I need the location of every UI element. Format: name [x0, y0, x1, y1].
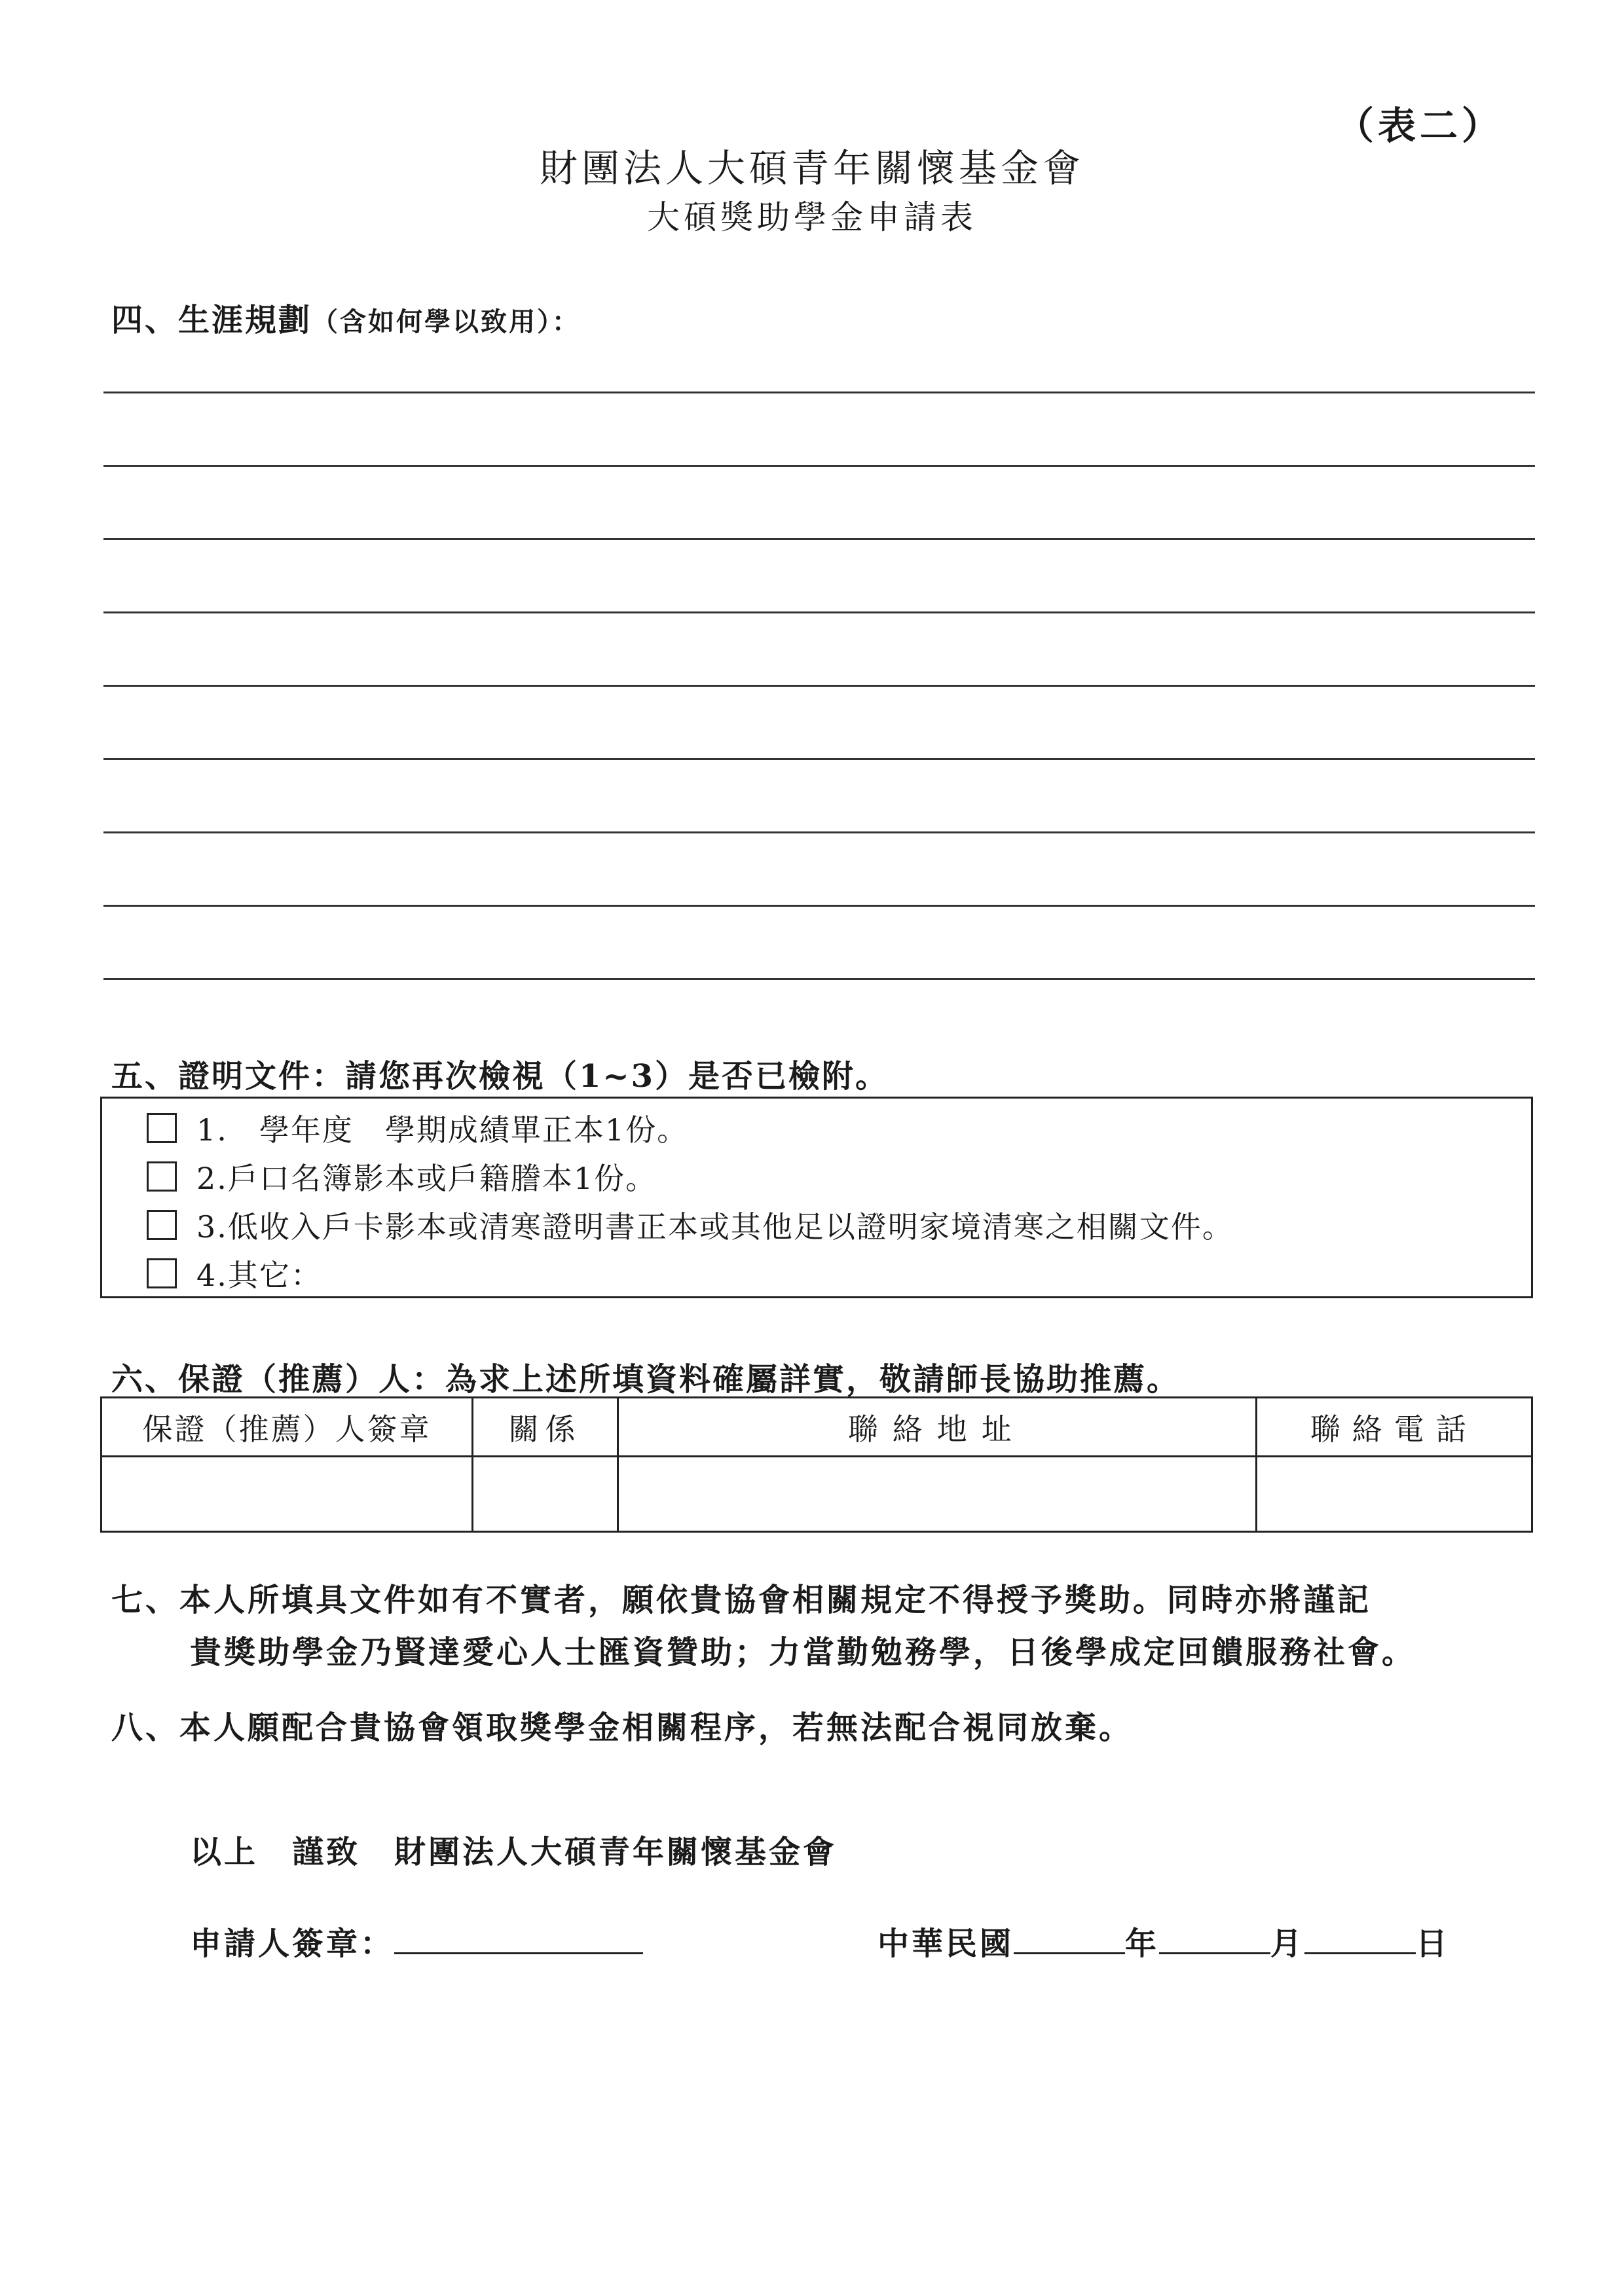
foundation-title: 財團法人大碩青年關懷基金會 [539, 146, 1084, 191]
closing-line [190, 1827, 837, 1872]
column-header-phone: 聯絡電話 [1256, 1398, 1532, 1457]
guarantor-signature-cell[interactable] [101, 1457, 473, 1532]
checkbox-transcript[interactable] [147, 1113, 177, 1143]
checkbox-low-income-proof[interactable] [147, 1210, 177, 1240]
address-cell[interactable] [618, 1457, 1256, 1532]
form-number-tag: （表二） [1336, 103, 1504, 148]
checklist-item [147, 1106, 688, 1150]
section4-heading [111, 295, 580, 340]
month-label: 月 [1270, 1925, 1305, 1962]
section5-note: 請您再次檢視（1~3）是否已檢附。 [345, 1058, 889, 1095]
form-subtitle: 大碩獎助學金申請表 [647, 198, 977, 236]
writing-line[interactable] [103, 392, 1535, 393]
guarantor-table [100, 1396, 1533, 1533]
checklist-item-label: 4.其它： [196, 1258, 322, 1293]
section4-note: （含如何學以致用）： [312, 306, 581, 337]
checklist-item [147, 1155, 657, 1198]
section6-heading: 六、保證（推薦）人：為求上述所填資料確屬詳實，敬請師長協助推薦。 [111, 1361, 1181, 1398]
table-header-row [101, 1398, 1532, 1457]
table-row [101, 1457, 1532, 1532]
closing-prefix: 以上 謹致 [190, 1834, 361, 1870]
year-input-line[interactable] [1014, 1925, 1125, 1954]
month-input-line[interactable] [1159, 1925, 1270, 1954]
checklist-item-label: 3.低收入戶卡影本或清寒證明書正本或其他足以證明家境清寒之相關文件。 [196, 1209, 1234, 1245]
writing-line[interactable] [103, 905, 1535, 907]
checklist-item [147, 1203, 1234, 1247]
column-header-signature: 保證（推薦）人簽章 [101, 1398, 473, 1457]
section5-heading [111, 1051, 889, 1096]
writing-line[interactable] [103, 831, 1535, 833]
section7-line2: 貴獎助學金乃賢達愛心人士匯資贊助；力當勤勉務學，日後學成定回饋服務社會。 [190, 1634, 1416, 1671]
section4-title: 四、生涯規劃 [111, 302, 312, 338]
writing-line[interactable] [103, 978, 1535, 980]
checklist-item [147, 1252, 322, 1295]
writing-line[interactable] [103, 465, 1535, 467]
column-header-relationship: 關係 [473, 1398, 618, 1457]
applicant-signature [190, 1918, 643, 1963]
phone-cell[interactable] [1256, 1457, 1532, 1532]
relationship-cell[interactable] [473, 1457, 618, 1532]
writing-line[interactable] [103, 685, 1535, 687]
checkbox-other[interactable] [147, 1258, 177, 1288]
date-field [877, 1918, 1450, 1963]
section8-text: 八、本人願配合貴協會領取獎學金相關程序，若無法配合視同放棄。 [111, 1709, 1134, 1746]
writing-line[interactable] [103, 611, 1535, 613]
applicant-signature-label: 申請人簽章： [190, 1925, 395, 1962]
checklist-item-label: 2.戶口名簿影本或戶籍謄本1份。 [196, 1161, 657, 1196]
documents-checklist-box [100, 1097, 1533, 1298]
day-input-line[interactable] [1304, 1925, 1416, 1954]
checkbox-household-register[interactable] [147, 1161, 177, 1192]
date-prefix: 中華民國 [877, 1925, 1014, 1962]
applicant-signature-line[interactable] [394, 1925, 643, 1954]
section5-title: 五、證明文件： [111, 1058, 346, 1095]
writing-line[interactable] [103, 538, 1535, 540]
section7-line1: 七、本人所填具文件如有不實者，願依貴協會相關規定不得授予獎助。同時亦將謹記 [111, 1582, 1372, 1618]
closing-recipient: 財團法人大碩青年關懷基金會 [394, 1834, 838, 1870]
writing-line[interactable] [103, 758, 1535, 760]
column-header-address: 聯絡地址 [618, 1398, 1256, 1457]
year-label: 年 [1125, 1925, 1160, 1962]
day-label: 日 [1416, 1925, 1450, 1962]
checklist-item-label: 1. 學年度 學期成績單正本1份。 [196, 1112, 689, 1148]
